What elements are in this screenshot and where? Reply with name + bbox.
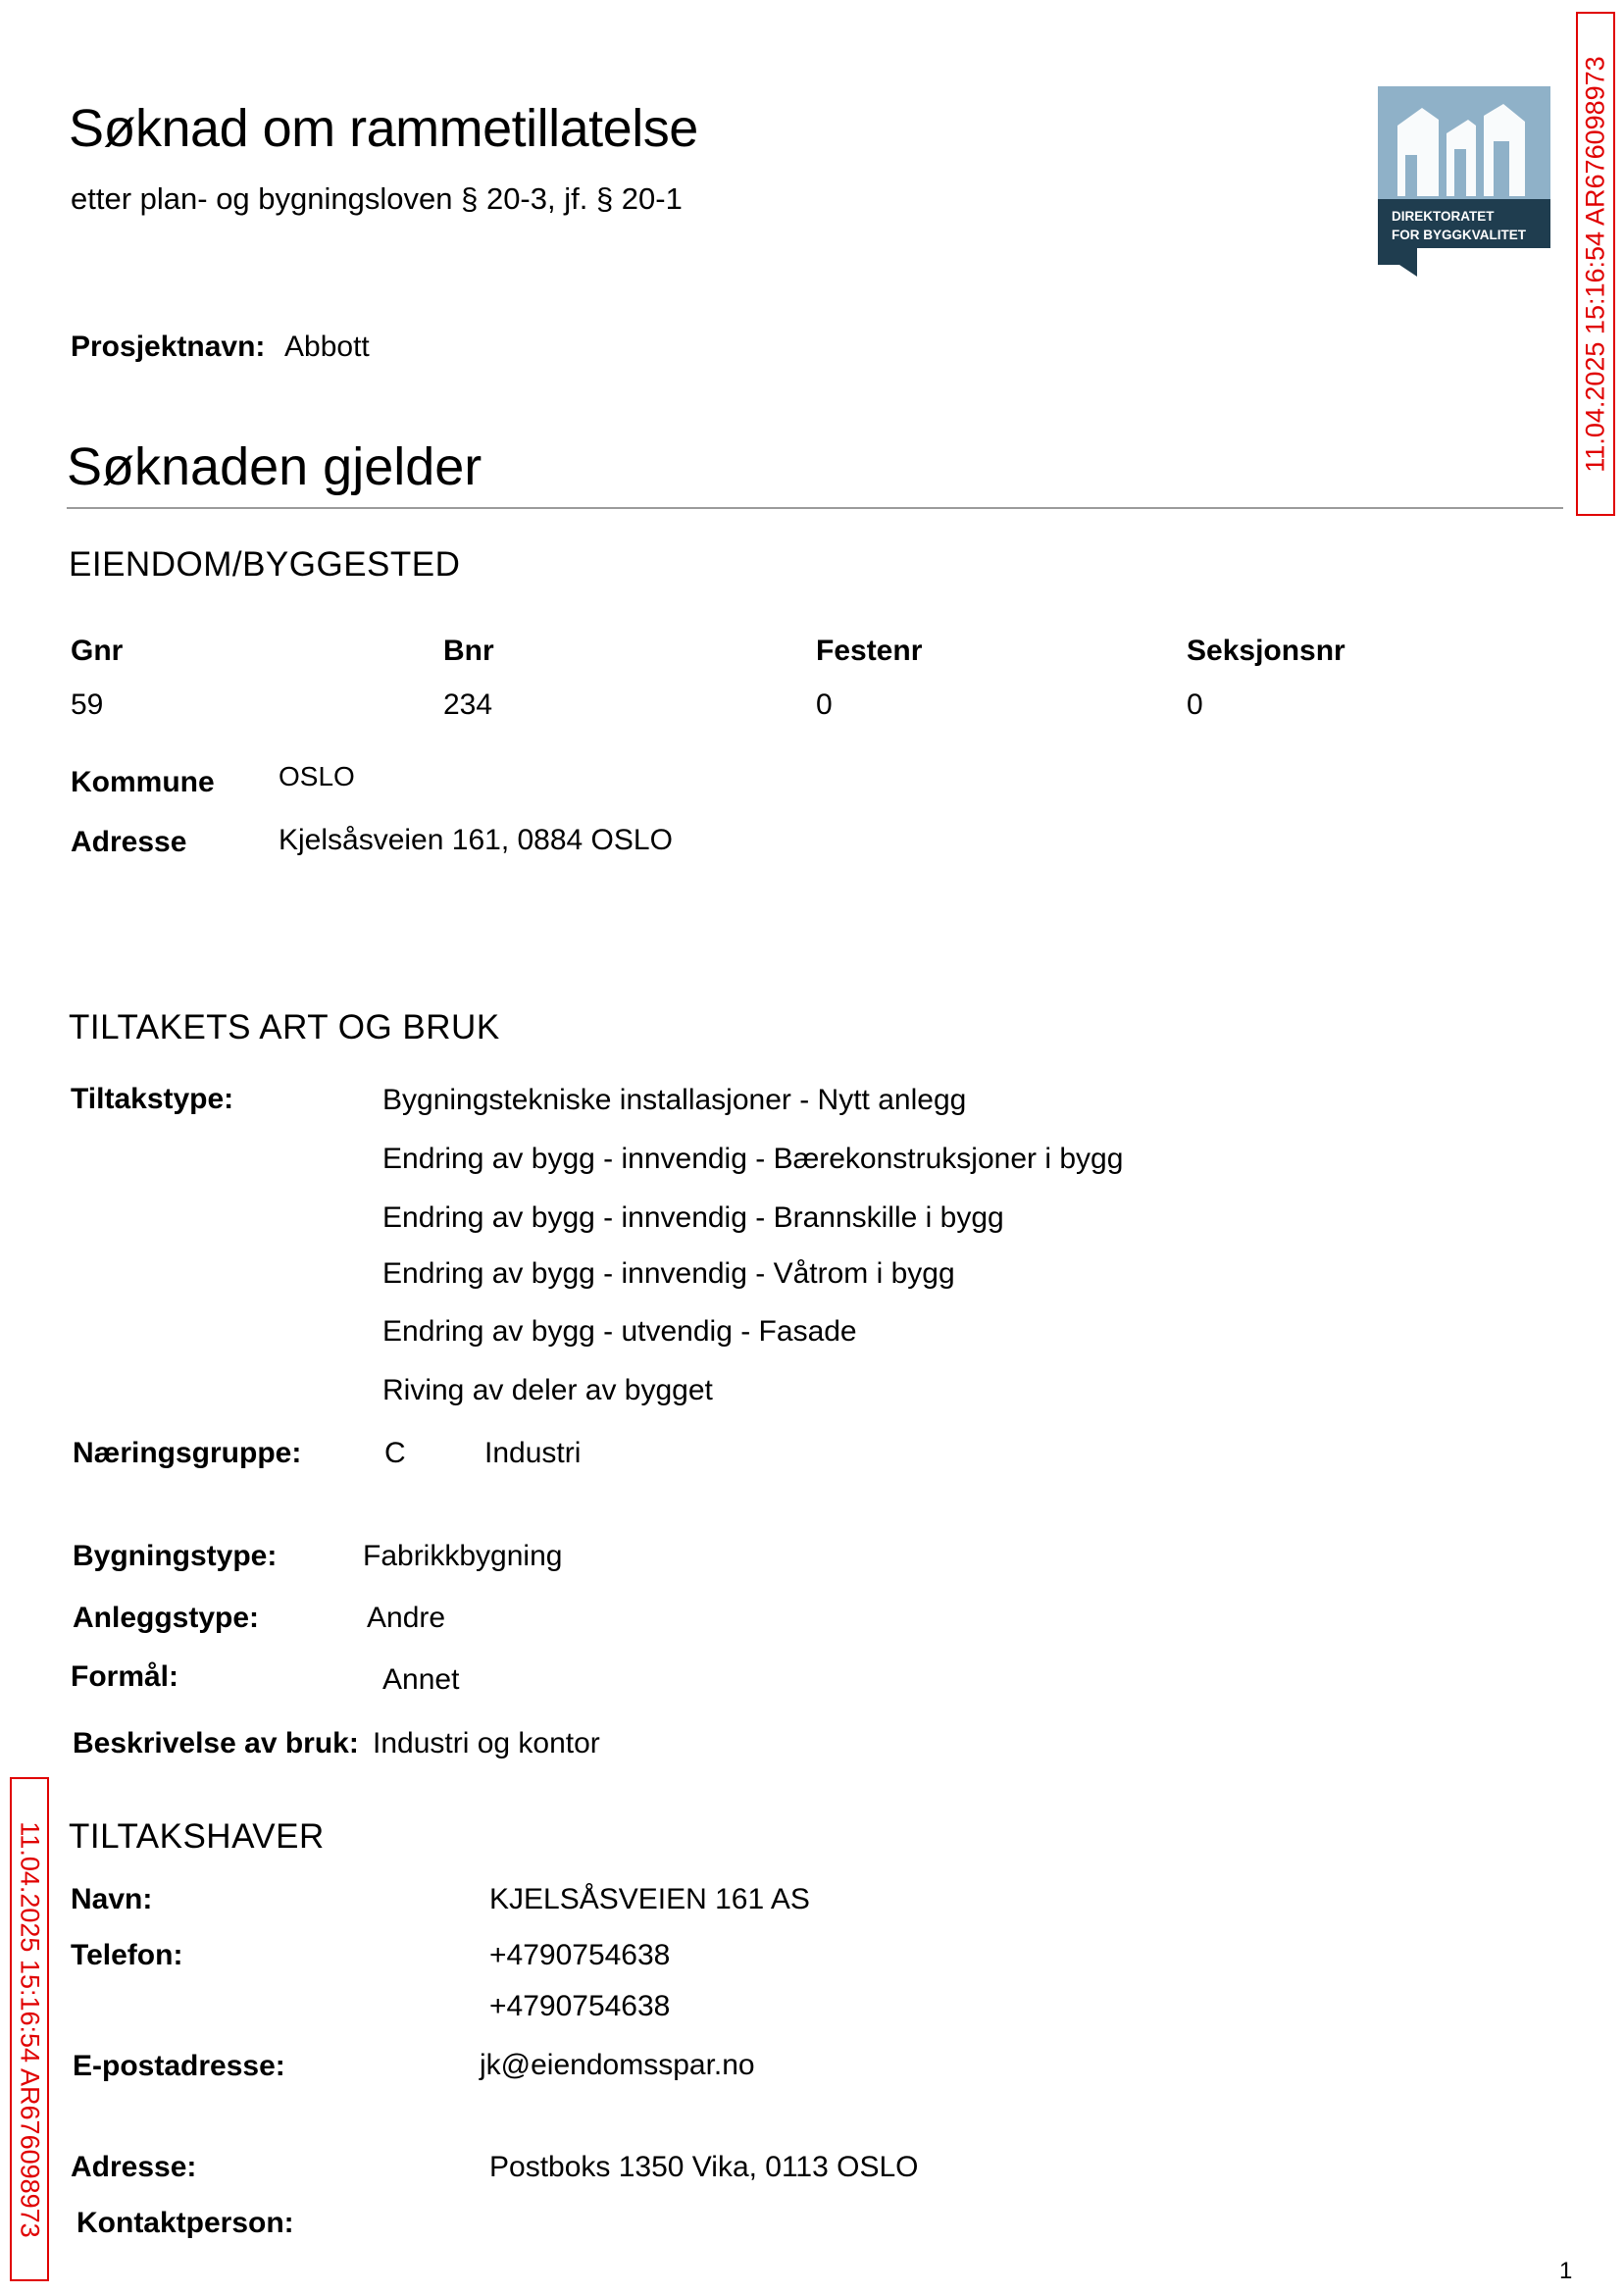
adresse-label: Adresse [71,826,187,858]
gnr-value: 59 [71,688,104,721]
epost-value: jk@eiendomsspar.no [480,2049,755,2081]
naeringsgruppe-value: Industri [484,1437,582,1469]
formal-label: Formål: [71,1660,179,1693]
logo-text-line1: DIREKTORATET [1392,209,1495,224]
property-heading: EIENDOM/BYGGESTED [69,545,461,584]
naeringsgruppe-label: Næringsgruppe: [73,1437,302,1469]
stamp-text: 11.04.2025 15:16:54 AR676098973 [15,1820,45,2238]
kommune-value: OSLO [279,761,355,791]
bnr-value: 234 [443,688,493,721]
bnr-label: Bnr [443,635,494,667]
section-divider [67,507,1563,509]
tiltakstype-item: Endring av bygg - innvendig - Bærekonstruksjoner i bygg [382,1143,1124,1175]
tiltakstype-item: Endring av bygg - innvendig - Våtrom i bygg [382,1257,955,1290]
seksjonsnr-label: Seksjonsnr [1187,635,1345,667]
page-number: 1 [1559,2258,1573,2284]
tiltakstype-item: Bygningstekniske installasjoner - Nytt anlegg [382,1084,967,1116]
telefon-label: Telefon: [71,1939,183,1971]
anleggstype-value: Andre [367,1602,446,1634]
kontaktperson-label: Kontaktperson: [76,2207,294,2239]
tiltakstype-item: Endring av bygg - utvendig - Fasade [382,1315,857,1348]
telefon-value: +4790754638 [489,1990,671,2022]
stamp-text: 11.04.2025 15:16:54 AR676098973 [1580,55,1610,473]
document-subtitle: etter plan- og bygningsloven § 20-3, jf. § 20-1 [71,181,683,216]
epost-label: E-postadresse: [73,2050,285,2082]
adresse-value: Kjelsåsveien 161, 0884 OSLO [279,824,673,856]
telefon-value: +4790754638 [489,1939,671,1971]
gnr-label: Gnr [71,635,124,667]
festenr-label: Festenr [816,635,923,667]
festenr-value: 0 [816,688,833,721]
kommune-label: Kommune [71,766,215,798]
bygningstype-label: Bygningstype: [73,1540,278,1572]
timestamp-stamp-left [10,1777,49,2281]
tiltakstype-label: Tiltakstype: [71,1083,234,1115]
dibk-logo [1378,86,1550,277]
tiltakstype-item: Riving av deler av bygget [382,1374,713,1406]
bygningstype-value: Fabrikkbygning [363,1540,563,1572]
beskrivelse-label: Beskrivelse av bruk: [73,1727,359,1759]
navn-value: KJELSÅSVEIEN 161 AS [489,1883,810,1915]
logo-text-line2: FOR BYGGKVALITET [1392,228,1526,242]
beskrivelse-value: Industri og kontor [373,1727,600,1759]
tiltakstype-item: Endring av bygg - innvendig - Brannskille i bygg [382,1201,1004,1234]
tiltakshaver-adresse-value: Postboks 1350 Vika, 0113 OSLO [489,2151,919,2183]
tiltak-heading: TILTAKETS ART OG BRUK [69,1008,500,1046]
tiltakshaver-adresse-label: Adresse: [71,2151,197,2183]
timestamp-stamp-top [1576,12,1615,516]
formal-value: Annet [382,1663,460,1696]
tiltakshaver-heading: TILTAKSHAVER [69,1817,325,1856]
navn-label: Navn: [71,1883,153,1915]
naeringsgruppe-code: C [384,1437,406,1469]
document-title: Søknad om rammetillatelse [69,99,698,158]
logo-graphic [1378,86,1550,277]
anleggstype-label: Anleggstype: [73,1602,260,1634]
project-label: Prosjektnavn: [71,331,266,363]
section-title: Søknaden gjelder [67,437,482,496]
project-value: Abbott [284,331,370,363]
seksjonsnr-value: 0 [1187,688,1203,721]
